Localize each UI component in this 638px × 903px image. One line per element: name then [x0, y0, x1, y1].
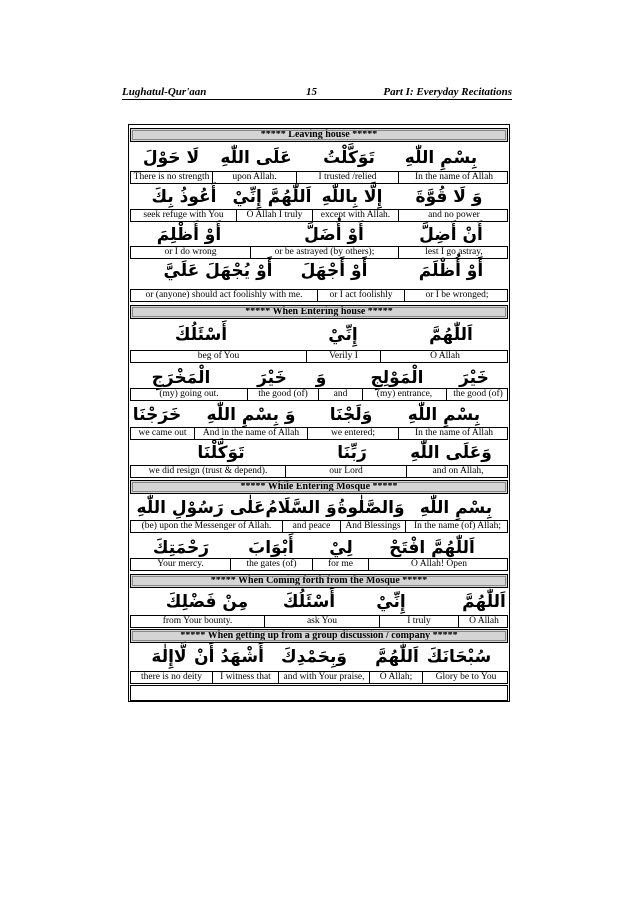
translation-cell: O Allah [430, 351, 460, 361]
translation-cell: I truly [380, 616, 459, 627]
arabic-phrase: بِسْمِ اللّٰهِ [407, 405, 481, 425]
section-title: ***** When Entering house ***** [130, 305, 508, 319]
translation-cell: seek refuge with You [131, 210, 237, 221]
translation-cell: O Allah! Open [411, 559, 467, 569]
arabic-phrase: وَ السَّلَامُ [265, 498, 337, 518]
arabic-row [129, 322, 509, 348]
translation-row [130, 465, 508, 478]
arabic-phrase: إِنِّيْ [376, 592, 406, 612]
arabic-phrase: لَّاإِلٰهَ [151, 647, 187, 667]
section-title: ***** When Coming forth from the Mosque ***** [130, 574, 508, 588]
arabic-row [129, 222, 509, 248]
arabic-phrase: الْمَوْلِجِ [370, 368, 424, 388]
arabic-phrase: أَشْهَدُ أَنْ [194, 647, 264, 667]
translation-cell: and peace [283, 521, 341, 532]
arabic-row [129, 402, 509, 428]
translation-cell: or I do wrong [131, 247, 251, 258]
translation-cell: or be astrayed (by others); [251, 247, 399, 258]
arabic-phrase: خَرَجْنَا [132, 405, 182, 425]
book-title: Lughatul-Qur'aan [122, 86, 207, 98]
translation-cell: and no power [428, 210, 480, 220]
arabic-row [129, 145, 509, 171]
arabic-row [129, 495, 509, 521]
recitations-table [128, 124, 510, 702]
arabic-phrase: اَللّٰهُمَّ [462, 592, 506, 612]
translation-cell: the good (of) [453, 389, 503, 399]
translation-row [130, 209, 508, 222]
translation-cell: I trusted /relied [297, 172, 399, 183]
part-title: Part I: Everyday Recitations [383, 86, 512, 98]
arabic-phrase: وَلَجْنَا [329, 405, 373, 425]
arabic-phrase: أَوْ أُظْلَمَ [418, 261, 484, 281]
arabic-phrase: أَعُوذُ بِكَ [151, 187, 217, 207]
arabic-phrase: بِسْمِ اللّٰهِ [404, 148, 478, 168]
translation-cell: In the name (of) Allah; [413, 521, 502, 531]
arabic-phrase: سُبْحَانَكَ [426, 647, 492, 667]
arabic-phrase: رَحْمَتِكَ [152, 538, 210, 558]
translation-cell: Your mercy. [131, 559, 231, 570]
translation-cell: and on Allah, [432, 466, 484, 476]
translation-cell: (be) upon the Messenger of Allah. [131, 521, 283, 532]
translation-cell: or I be wronged; [425, 290, 489, 300]
translation-cell: Glory be to You [435, 672, 497, 682]
translation-cell: the good (of) [248, 389, 319, 400]
arabic-phrase: لِيْ [329, 538, 353, 558]
arabic-phrase: اَللّٰهُمَّ [429, 325, 473, 345]
translation-cell: we came out [131, 428, 195, 439]
translation-cell: ask You [265, 616, 380, 627]
arabic-row [129, 644, 509, 670]
translation-row [130, 520, 508, 533]
translation-cell: and [319, 389, 363, 400]
arabic-phrase: وَ لَا قُوَّةَ [415, 187, 483, 207]
translation-cell: Verily I [307, 351, 381, 362]
arabic-phrase: الْمَخْرَجِ [151, 368, 211, 388]
arabic-phrase: لَا حَوْلَ [142, 148, 200, 168]
translation-cell: And Blessings [341, 521, 406, 532]
arabic-phrase: أَوْ يُجْهَلَ عَلَيَّ [163, 261, 273, 281]
translation-cell: our Lord [286, 466, 407, 477]
translation-cell: (my) going out. [131, 389, 248, 400]
arabic-row [129, 440, 509, 466]
translation-row [130, 171, 508, 184]
translation-row [130, 427, 508, 440]
arabic-phrase: أَبْوَابَ [248, 538, 294, 558]
arabic-phrase: وَ بِسْمِ اللّٰهِ [206, 405, 296, 425]
translation-cell: or I act foolishly [318, 290, 405, 301]
translation-cell: we did resign (trust & depend). [131, 466, 286, 477]
translation-cell: upon Allah. [213, 172, 297, 183]
translation-row [130, 350, 508, 363]
translation-cell: and with Your praise, [279, 672, 370, 683]
arabic-phrase: وَ [315, 368, 327, 388]
arabic-phrase: بِسْمِ اللّٰهِ [419, 498, 493, 518]
arabic-phrase: تَوَكَّلْنَا [197, 443, 245, 463]
translation-cell: And in the name of Allah [195, 428, 308, 439]
translation-row [130, 388, 508, 401]
translation-cell: from Your bounty. [131, 616, 265, 627]
arabic-phrase: أَسْئَلُكَ [174, 325, 228, 345]
translation-cell: we entered; [308, 428, 399, 439]
arabic-row [129, 258, 509, 284]
page-header [122, 86, 512, 100]
arabic-phrase: اَللّٰهُمَّ [375, 647, 419, 667]
page-number: 15 [306, 86, 317, 98]
translation-cell: In the name of Allah [414, 428, 494, 438]
arabic-phrase: أَنْ أَضِلَّ [419, 225, 483, 245]
arabic-phrase: وَعَلَى اللّٰهِ [410, 443, 492, 463]
arabic-phrase: إِنِّيْ [328, 325, 358, 345]
translation-cell: beg of You [131, 351, 307, 362]
arabic-phrase: عَلٰى رَسُوْلِ اللّٰهِ [136, 498, 266, 518]
translation-cell: I witness that [213, 672, 279, 683]
arabic-phrase: خَيْرَ [459, 368, 489, 388]
translation-row [130, 615, 508, 628]
translation-cell: except with Allah. [313, 210, 399, 221]
arabic-phrase: خَيْرَ [257, 368, 287, 388]
arabic-phrase: أَوْ أَظْلِمَ [156, 225, 222, 245]
translation-cell: O Allah I truly [237, 210, 313, 221]
arabic-phrase: اَللّٰهُمَّ افْتَحْ [389, 538, 475, 558]
arabic-phrase: رَبِّنَا [337, 443, 367, 463]
translation-cell: (my) entrance, [363, 389, 447, 400]
translation-cell: There is no strength [131, 172, 213, 183]
arabic-phrase: مِنْ فَضْلِكَ [165, 592, 249, 612]
section-title: ***** Leaving house ***** [130, 128, 508, 142]
translation-row [130, 289, 508, 302]
translation-cell: or (anyone) should act foolishly with me. [131, 290, 318, 301]
arabic-phrase: وَبِحَمْدِكَ [281, 647, 347, 667]
translation-cell: O Allah [469, 616, 499, 626]
section-title: ***** When getting up from a group discussion / company ***** [130, 629, 508, 643]
arabic-phrase: أَسْئَلُكَ [282, 592, 336, 612]
translation-cell: there is no deity [131, 672, 213, 683]
arabic-phrase: تَوَكَّلْتُ [323, 148, 375, 168]
arabic-phrase: عَلَى اللّٰهِ [220, 148, 292, 168]
translation-cell: O Allah; [370, 672, 423, 683]
translation-cell: lest I go astray, [425, 247, 483, 257]
arabic-phrase: أَوْ أُضَلَّ [304, 225, 364, 245]
arabic-row [129, 184, 509, 210]
translation-cell: for me [313, 559, 369, 570]
arabic-row [129, 589, 509, 615]
arabic-phrase: أَوْ أَجْهَلَ [300, 261, 368, 281]
arabic-phrase: إِلَّا بِاللّٰهِ [321, 187, 383, 207]
section-title: ***** While Entering Mosque ***** [130, 480, 508, 494]
translation-row [130, 558, 508, 571]
translation-cell: the gates (of) [231, 559, 313, 570]
translation-row [130, 671, 508, 684]
arabic-phrase: وَالصَّلٰوةُ [337, 498, 405, 518]
translation-cell: In the name of Allah [414, 172, 494, 182]
arabic-phrase: اَللّٰهُمَّ إِنِّيْ [232, 187, 312, 207]
empty-row [130, 685, 508, 701]
